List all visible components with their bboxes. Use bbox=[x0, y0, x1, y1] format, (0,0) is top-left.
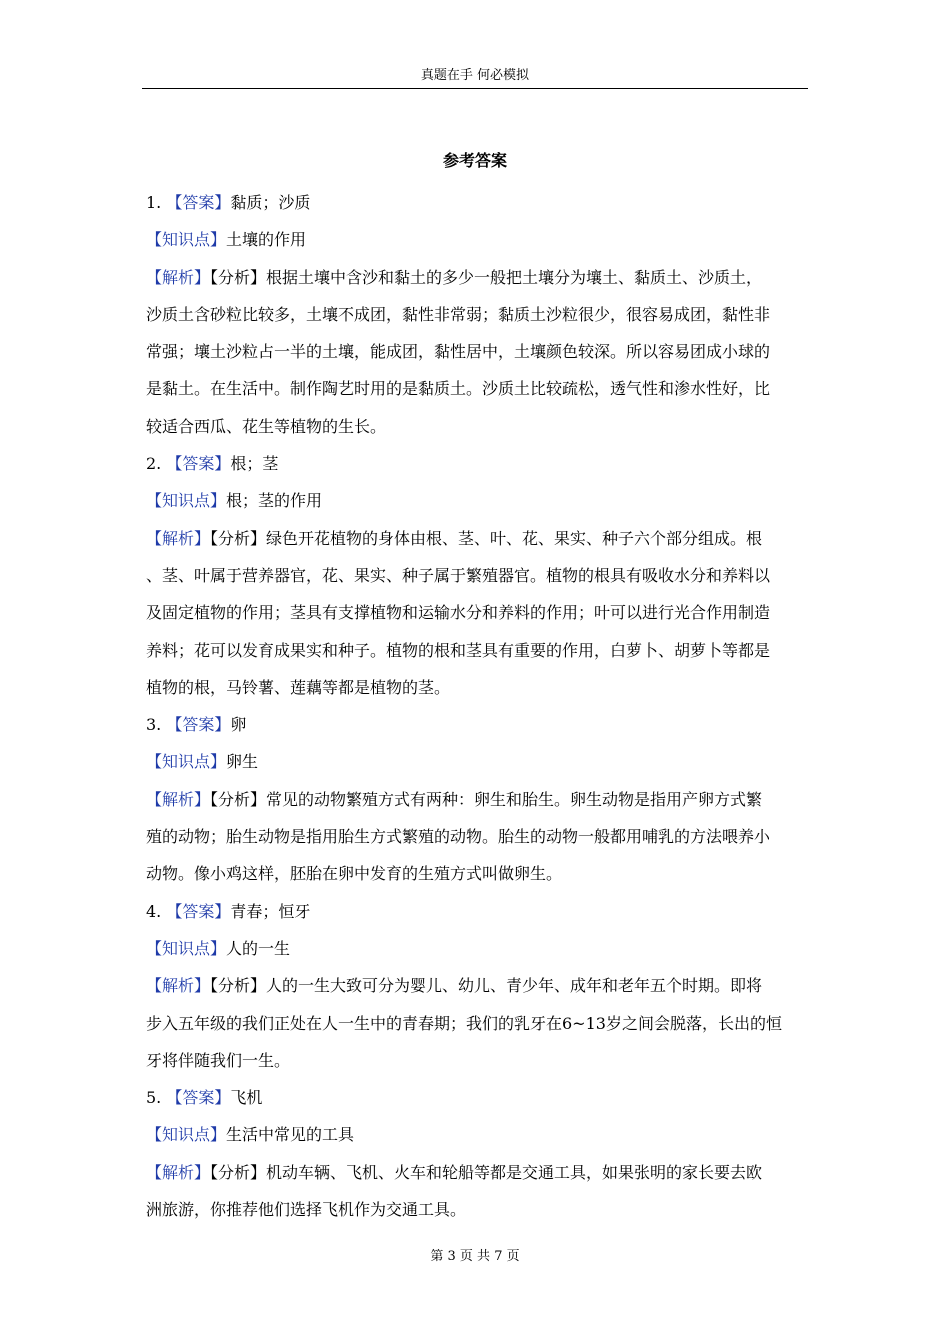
answer-label: 【答案】 bbox=[166, 901, 231, 921]
analysis-line bbox=[146, 818, 802, 855]
knowledge-label: 【知识点】 bbox=[146, 1125, 227, 1145]
knowledge-text: 卵生 bbox=[226, 752, 259, 772]
question-block bbox=[146, 706, 802, 892]
question-number: 4. bbox=[146, 901, 162, 921]
analysis-text: 殖的动物；胎生动物是指用胎生方式繁殖的动物。胎生的动物一般都用哺乳的方法喂养小 bbox=[146, 827, 771, 847]
analysis-text: 根据土壤中含沙和黏土的多少一般把土壤分为壤土、黏质土、沙质土， bbox=[266, 267, 763, 287]
knowledge-label: 【知识点】 bbox=[146, 491, 227, 511]
knowledge-text: 生活中常见的工具 bbox=[226, 1125, 355, 1145]
analysis-line bbox=[146, 855, 802, 892]
analysis-line bbox=[146, 1042, 802, 1079]
question-block bbox=[146, 893, 802, 1079]
analysis-text: 及固定植物的作用；茎具有支撑植物和运输水分和养料的作用；叶可以进行光合作用制造 bbox=[146, 603, 771, 623]
knowledge-line bbox=[146, 221, 802, 258]
answer-text: 根；茎 bbox=[230, 454, 279, 474]
question-block bbox=[146, 445, 802, 706]
answer-label: 【答案】 bbox=[166, 715, 231, 735]
answer-label: 【答案】 bbox=[166, 454, 231, 474]
knowledge-label: 【知识点】 bbox=[146, 938, 227, 958]
analysis-text: 动物。像小鸡这样，胚胎在卵中发育的生殖方式叫做卵生。 bbox=[146, 864, 563, 884]
analysis-text: 常强；壤土沙粒占一半的土壤，能成团，黏性居中，土壤颜色较深。所以容易团成小球的 bbox=[146, 342, 771, 362]
knowledge-text: 人的一生 bbox=[226, 938, 291, 958]
page-header: 真题在手 何必模拟 bbox=[420, 68, 530, 83]
analysis-line bbox=[146, 1005, 802, 1042]
answer-content bbox=[146, 184, 802, 1228]
answer-label: 【答案】 bbox=[166, 1088, 231, 1108]
answer-label: 【答案】 bbox=[166, 193, 231, 212]
analysis-line bbox=[146, 259, 802, 296]
answer-line bbox=[146, 1079, 802, 1116]
answer-line bbox=[146, 706, 802, 743]
knowledge-line bbox=[146, 930, 802, 967]
analysis-text: 沙质土含砂粒比较多，土壤不成团，黏性非常弱；黏质土沙粒很少，很容易成团，黏性非 bbox=[146, 304, 771, 324]
analysis-line bbox=[146, 1154, 802, 1191]
analysis-text: 养料；花可以发育成果实和种子。植物的根和茎具有重要的作用，白萝卜、胡萝卜等都是 bbox=[146, 640, 771, 660]
question-number: 1. bbox=[146, 193, 162, 212]
knowledge-label: 【知识点】 bbox=[146, 230, 227, 250]
analysis-line bbox=[146, 370, 802, 407]
knowledge-text: 根；茎的作用 bbox=[226, 491, 323, 511]
answer-line bbox=[146, 445, 802, 482]
analysis-text: 洲旅游，你推荐他们选择飞机作为交通工具。 bbox=[146, 1200, 467, 1220]
analysis-label: 【解析】 bbox=[146, 528, 211, 548]
analysis-text: 机动车辆、飞机、火车和轮船等都是交通工具，如果张明的家长要去欧 bbox=[266, 1162, 763, 1182]
analysis-line bbox=[146, 669, 802, 706]
question-block bbox=[146, 1079, 802, 1228]
fenxi-label: 【分析】 bbox=[210, 528, 267, 548]
knowledge-label: 【知识点】 bbox=[146, 752, 227, 772]
analysis-line bbox=[146, 557, 802, 594]
analysis-text: 、茎、叶属于营养器官，花、果实、种子属于繁殖器官。植物的根具有吸收水分和养料以 bbox=[146, 565, 771, 585]
analysis-text: 植物的根，马铃薯、莲藕等都是植物的茎。 bbox=[146, 677, 451, 697]
analysis-text: 人的一生大致可分为婴儿、幼儿、青少年、成年和老年五个时期。即将 bbox=[266, 976, 763, 996]
analysis-line bbox=[146, 781, 802, 818]
knowledge-text: 土壤的作用 bbox=[226, 230, 307, 250]
fenxi-label: 【分析】 bbox=[210, 1162, 267, 1182]
knowledge-line bbox=[146, 1116, 802, 1153]
answer-line bbox=[146, 893, 802, 930]
knowledge-line bbox=[146, 482, 802, 519]
analysis-line bbox=[146, 632, 802, 669]
page-title: 参考答案 bbox=[442, 151, 507, 170]
analysis-text: 步入五年级的我们正处在人一生中的青春期；我们的乳牙在6~13岁之间会脱落，长出的恒 bbox=[146, 1013, 782, 1033]
analysis-line bbox=[146, 967, 802, 1004]
analysis-text: 常见的动物繁殖方式有两种：卵生和胎生。卵生动物是指用产卵方式繁 bbox=[266, 789, 763, 809]
analysis-line bbox=[146, 1191, 802, 1228]
answer-text: 黏质；沙质 bbox=[230, 193, 311, 212]
question-block bbox=[146, 184, 802, 445]
analysis-line bbox=[146, 296, 802, 333]
analysis-text: 牙将伴随我们一生。 bbox=[146, 1050, 291, 1070]
fenxi-label: 【分析】 bbox=[210, 789, 267, 809]
fenxi-label: 【分析】 bbox=[210, 267, 267, 287]
answer-text: 飞机 bbox=[230, 1088, 263, 1108]
answer-text: 卵 bbox=[230, 715, 247, 735]
analysis-label: 【解析】 bbox=[146, 1162, 211, 1182]
header-rule bbox=[142, 88, 808, 89]
analysis-text: 是黏土。在生活中。制作陶艺时用的是黏质土。沙质土比较疏松，透气性和渗水性好，比 bbox=[146, 379, 771, 399]
answer-line bbox=[146, 184, 802, 221]
answer-text: 青春；恒牙 bbox=[230, 901, 311, 921]
analysis-label: 【解析】 bbox=[146, 267, 211, 287]
page-footer: 第 3 页 共 7 页 bbox=[430, 1249, 520, 1264]
analysis-line bbox=[146, 408, 802, 445]
analysis-label: 【解析】 bbox=[146, 976, 211, 996]
analysis-line bbox=[146, 333, 802, 370]
analysis-line bbox=[146, 520, 802, 557]
knowledge-line bbox=[146, 743, 802, 780]
analysis-label: 【解析】 bbox=[146, 789, 211, 809]
analysis-text: 绿色开花植物的身体由根、茎、叶、花、果实、种子六个部分组成。根 bbox=[266, 528, 763, 548]
question-number: 3. bbox=[146, 715, 162, 735]
question-number: 2. bbox=[146, 454, 162, 474]
question-number: 5. bbox=[146, 1088, 162, 1108]
analysis-text: 较适合西瓜、花生等植物的生长。 bbox=[146, 416, 387, 436]
fenxi-label: 【分析】 bbox=[210, 976, 267, 996]
analysis-line bbox=[146, 594, 802, 631]
